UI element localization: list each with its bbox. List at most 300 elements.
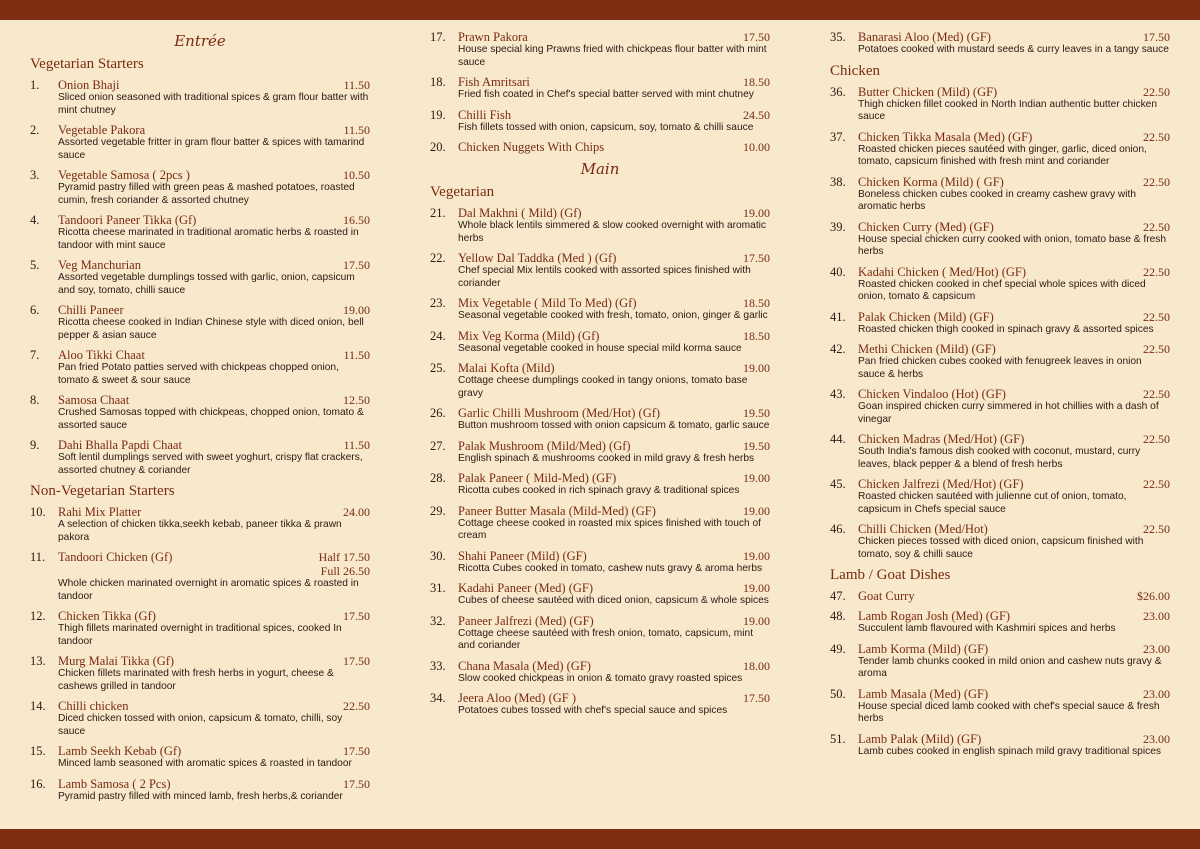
menu-item [430, 251, 770, 290]
item-price [343, 505, 370, 519]
item-number: 41. [830, 309, 846, 324]
item-body [858, 589, 1170, 603]
item-price [1143, 522, 1170, 536]
item-description: Minced lamb seasoned with aromatic spices & roasted in tandoor [58, 758, 352, 769]
item-description: A selection of chicken tikka,seekh kebab, paneer tikka & prawn pakora [58, 519, 342, 543]
price-value: 22.50 [1143, 432, 1170, 446]
item-name: Garlic Chilli Mushroom (Med/Hot) (Gf) [458, 406, 661, 420]
item-title-row [858, 85, 1170, 99]
item-number: 50. [830, 686, 846, 701]
item-description: Ricotta cubes cooked in rich spinach gravy & traditional spices [458, 485, 740, 496]
item-price [1143, 732, 1170, 746]
item-body [858, 220, 1170, 259]
menu-item [830, 30, 1170, 57]
price-value: Full 26.50 [320, 564, 370, 578]
item-price [343, 168, 370, 182]
item-name: Butter Chicken (Mild) (GF) [858, 84, 998, 99]
item-title-row [458, 75, 770, 89]
item-name: Rahi Mix Platter [58, 505, 142, 519]
item-description: Lamb cubes cooked in english spinach mild gravy traditional spices [858, 745, 1161, 757]
item-price [1143, 85, 1170, 99]
item-price [343, 78, 370, 92]
item-description: House special chicken curry cooked with onion, tomato base & fresh herbs [858, 233, 1167, 257]
item-description: Potatoes cubes tossed with chef's special sauce and spices [458, 705, 728, 716]
category-title: Vegetarian Starters [30, 56, 144, 72]
item-title-row [58, 438, 370, 452]
item-description: Cubes of cheese sautéed with diced onion, capsicum & whole spices [458, 595, 769, 606]
item-number: 24. [430, 328, 446, 343]
item-price [1143, 265, 1170, 279]
item-number: 42. [830, 342, 846, 356]
item-description: Cottage cheese sautéed with fresh onion, tomato, capsicum, mint and coriander [458, 627, 754, 651]
menu-item [830, 85, 1170, 124]
item-number: 4. [30, 213, 40, 227]
item-number: 25. [430, 361, 446, 375]
item-price [1143, 30, 1170, 44]
item-number: 18. [430, 75, 446, 89]
item-title-row [58, 777, 370, 791]
item-number: 11. [30, 550, 46, 564]
item-title-row [858, 130, 1170, 144]
item-body [858, 522, 1170, 561]
item-price [743, 504, 770, 518]
top-border-band [0, 0, 1200, 20]
item-number: 30. [430, 548, 446, 563]
menu-item [30, 505, 370, 544]
price-value: 17.50 [343, 776, 370, 791]
item-price [743, 439, 770, 453]
item-body [58, 609, 370, 648]
item-description: Assorted vegetable dumplings tossed with garlic, onion, capsicum and soy, tomato, chilli sauce [58, 272, 355, 296]
item-name: Palak Mushroom (Mild/Med) (Gf) [458, 438, 631, 453]
item-price [343, 699, 370, 713]
item-description: Assorted vegetable fritter in gram flour batter & spices with tamarind sauce [58, 137, 365, 161]
item-name: Yellow Dal Taddka (Med ) (Gf) [458, 251, 617, 265]
item-title-row [458, 329, 770, 343]
section-heading: Entrée [174, 32, 226, 50]
item-price [1143, 432, 1170, 446]
menu-column-1 [30, 30, 370, 809]
bottom-border-band [0, 829, 1200, 849]
item-price [1143, 609, 1170, 623]
item-description: Roasted chicken sautéed with julienne cut of onion, tomato, capsicum in Chefs special sauce [858, 491, 1127, 515]
price-value: 19.00 [343, 303, 370, 317]
item-price [743, 471, 770, 485]
item-title-row [58, 505, 370, 519]
item-price [1137, 589, 1170, 603]
item-description: Succulent lamb flavoured with Kashmiri spices and herbs [858, 623, 1116, 634]
price-value: 22.50 [1143, 522, 1170, 536]
item-name: Veg Manchurian [58, 258, 141, 272]
item-description: Button mushroom tossed with onion capsicum & tomato, garlic sauce [458, 420, 770, 431]
item-description: Cottage cheese dumplings cooked in tangy onions, tomato base gravy [458, 375, 748, 399]
item-description: Chicken pieces tossed with diced onion, capsicum finished with tomato, soy & chilli sauce [858, 536, 1144, 560]
menu-item [30, 609, 370, 648]
item-price [1143, 220, 1170, 234]
item-body [858, 609, 1170, 636]
item-number: 32. [430, 613, 446, 628]
item-number: 40. [830, 264, 846, 279]
item-description: Thigh fillets marinated overnight in traditional spices, cooked In tandoor [58, 623, 342, 647]
item-description: English spinach & mushrooms cooked in mild gravy & fresh herbs [458, 452, 755, 464]
price-value: 11.50 [343, 123, 370, 137]
item-number: 15. [30, 744, 46, 758]
price-value: 17.50 [743, 691, 770, 705]
item-price [319, 550, 370, 578]
item-price [343, 258, 370, 272]
item-number: 48. [830, 609, 846, 623]
item-body [858, 85, 1170, 124]
item-price [743, 296, 770, 310]
item-number: 17. [430, 30, 446, 44]
item-title-row [458, 691, 770, 705]
item-number: 22. [430, 251, 446, 265]
item-number: 36. [830, 84, 846, 99]
price-value: 16.50 [343, 213, 370, 227]
item-price [1143, 687, 1170, 701]
item-body [458, 140, 770, 154]
item-price [1143, 477, 1170, 491]
section-heading: Main [580, 160, 620, 178]
item-description: Fish fillets tossed with onion, capsicum, soy, tomato & chilli sauce [458, 121, 754, 133]
category-title: Vegetarian [430, 184, 495, 200]
price-value: 19.50 [743, 438, 770, 453]
menu-item [430, 75, 770, 102]
item-name: Onion Bhaji [58, 78, 120, 92]
item-name: Banarasi Aloo (Med) (GF) [858, 30, 991, 44]
item-number: 12. [30, 609, 46, 623]
item-body [458, 439, 770, 466]
price-value: 22.50 [1143, 309, 1170, 324]
item-description: Pan fried Potato patties served with chickpeas chopped onion, tomato & sweet & sour sauce [58, 362, 339, 386]
item-body [458, 361, 770, 400]
price-value: 19.50 [743, 406, 770, 420]
item-name: Vegetable Pakora [58, 123, 146, 137]
price-value: 18.50 [743, 296, 770, 310]
item-name: Lamb Seekh Kebab (Gf) [58, 744, 182, 758]
item-title-row [458, 659, 770, 673]
menu-item [830, 732, 1170, 759]
item-title-row [58, 609, 370, 623]
item-number: 38. [830, 174, 846, 189]
item-title-row [58, 550, 370, 578]
price-value: 17.50 [343, 744, 370, 758]
item-description: Cottage cheese cooked in roasted mix spices finished with touch of cream [458, 517, 761, 541]
menu-item [430, 549, 770, 576]
price-value: 22.50 [1143, 129, 1170, 144]
item-body [458, 659, 770, 686]
item-title-row [458, 614, 770, 628]
item-title-row [58, 393, 370, 407]
item-body [858, 687, 1170, 726]
price-value: Half 17.50 [318, 550, 370, 564]
item-number: 27. [430, 438, 446, 453]
item-title-row [858, 310, 1170, 324]
price-value: 22.50 [343, 699, 370, 713]
item-name: Chana Masala (Med) (GF) [458, 658, 591, 673]
item-title-row [58, 348, 370, 362]
item-number: 51. [830, 731, 846, 746]
menu-item [830, 130, 1170, 169]
item-name: Chilli chicken [58, 699, 129, 713]
item-name: Tandoori Chicken (Gf) [58, 550, 173, 564]
item-body [858, 175, 1170, 214]
item-title-row [58, 213, 370, 227]
item-title-row [858, 342, 1170, 356]
item-number: 14. [30, 699, 46, 713]
item-name: Samosa Chaat [58, 393, 130, 407]
price-value: 11.50 [343, 78, 370, 92]
item-price [743, 406, 770, 420]
item-price [743, 108, 770, 122]
item-body [458, 614, 770, 653]
item-number: 21. [430, 206, 446, 220]
menu-column-2 [430, 30, 770, 724]
item-title-row [458, 361, 770, 375]
item-body [858, 642, 1170, 681]
category-title: Chicken [830, 62, 880, 79]
item-number: 46. [830, 522, 846, 536]
item-price [343, 609, 370, 623]
item-title-row [858, 30, 1170, 44]
price-value: 17.50 [343, 654, 370, 668]
item-number: 6. [30, 303, 40, 317]
item-title-row [458, 30, 770, 44]
item-body [458, 691, 770, 718]
item-number: 10. [30, 505, 46, 519]
item-number: 23. [430, 296, 446, 310]
item-description: House special king Prawns fried with chickpeas flour batter with mint sauce [458, 44, 767, 68]
item-body [58, 168, 370, 207]
menu-item [30, 699, 370, 738]
menu-item [30, 438, 370, 477]
price-value: 24.00 [343, 505, 370, 519]
menu-item [430, 581, 770, 608]
item-number: 45. [830, 477, 846, 491]
item-body [858, 477, 1170, 516]
item-name: Kadahi Chicken ( Med/Hot) (GF) [858, 264, 1027, 279]
item-description: Whole chicken marinated overnight in aromatic spices & roasted in tandoor [58, 578, 359, 602]
item-price [1143, 175, 1170, 189]
item-name: Dal Makhni ( Mild) (Gf) [458, 206, 582, 220]
item-body [58, 78, 370, 117]
item-description: Seasonal vegetable cooked with fresh, tomato, onion, ginger & garlic [458, 310, 768, 321]
item-name: Chicken Jalfrezi (Med/Hot) (GF) [858, 477, 1024, 491]
menu-item [830, 175, 1170, 214]
item-number: 9. [30, 438, 40, 452]
item-body [458, 329, 770, 356]
item-description: Ricotta cheese cooked in Indian Chinese style with diced onion, bell pepper & asian sauce [58, 317, 364, 341]
price-value: 23.00 [1143, 686, 1170, 701]
item-number: 16. [30, 776, 46, 791]
price-value: 23.00 [1143, 609, 1170, 623]
item-body [58, 123, 370, 162]
menu-item [830, 432, 1170, 471]
item-name: Jeera Aloo (Med) (GF ) [458, 691, 577, 705]
price-value: 19.00 [743, 581, 770, 595]
item-number: 28. [430, 471, 446, 485]
item-body [58, 505, 370, 544]
item-title-row [58, 168, 370, 182]
item-number: 43. [830, 387, 846, 401]
item-name: Chilli Paneer [58, 303, 124, 317]
item-description: South India's famous dish cooked with coconut, mustard, curry leaves, black pepper & a blend of fresh herbs [858, 446, 1141, 470]
item-body [458, 406, 770, 433]
item-description: Tender lamb chunks cooked in mild onion and cashew nuts gravy & aroma [858, 655, 1162, 679]
item-name: Aloo Tikki Chaat [58, 348, 145, 362]
item-number: 44. [830, 432, 846, 446]
item-name: Prawn Pakora [458, 30, 528, 44]
item-title-row [458, 140, 770, 154]
item-name: Palak Paneer ( Mild-Med) (GF) [458, 471, 617, 485]
menu-item [430, 659, 770, 686]
item-number: 13. [30, 654, 46, 668]
item-price [1143, 642, 1170, 656]
price-value: 17.50 [343, 258, 370, 272]
item-name: Chicken Vindaloo (Hot) (GF) [858, 387, 1006, 401]
item-number: 19. [430, 107, 446, 122]
price-value: 12.50 [343, 393, 370, 407]
item-title-row [458, 581, 770, 595]
item-title-row [58, 699, 370, 713]
item-body [58, 393, 370, 432]
item-description: Roasted chicken cooked in chef special whole spices with diced onion, tomato & capsicum [858, 278, 1146, 302]
item-name: Methi Chicken (Mild) (GF) [858, 342, 996, 356]
menu-item [830, 687, 1170, 726]
item-price [1143, 130, 1170, 144]
item-body [858, 310, 1170, 337]
item-price [743, 659, 770, 673]
item-number: 37. [830, 129, 846, 144]
menu-item [430, 439, 770, 466]
item-body [58, 777, 370, 804]
item-title-row [858, 220, 1170, 234]
item-price [1143, 387, 1170, 401]
item-body [858, 432, 1170, 471]
item-title-row [858, 589, 1170, 603]
menu-item [430, 206, 770, 245]
item-number: 49. [830, 641, 846, 656]
item-body [458, 549, 770, 576]
price-value: 22.50 [1143, 264, 1170, 279]
item-name: Lamb Korma (Mild) (GF) [858, 641, 989, 656]
item-title-row [458, 108, 770, 122]
price-value: 22.50 [1143, 84, 1170, 99]
item-title-row [858, 522, 1170, 536]
item-description: Ricotta Cubes cooked in tomato, cashew nuts gravy & aroma herbs [458, 562, 763, 574]
item-title-row [458, 549, 770, 563]
item-number: 3. [30, 168, 40, 182]
item-title-row [58, 258, 370, 272]
item-title-row [458, 504, 770, 518]
menu-item [830, 265, 1170, 304]
item-description: Roasted chicken thigh cooked in spinach gravy & assorted spices [858, 323, 1154, 335]
item-title-row [458, 471, 770, 485]
item-body [858, 30, 1170, 57]
menu-item [830, 387, 1170, 426]
item-body [458, 206, 770, 245]
item-name: Lamb Rogan Josh (Med) (GF) [858, 609, 1011, 623]
item-price [1143, 342, 1170, 356]
item-number: 35. [830, 30, 846, 44]
item-number: 2. [30, 123, 40, 137]
item-title-row [58, 744, 370, 758]
price-value: 22.50 [1143, 477, 1170, 491]
item-name: Chicken Curry (Med) (GF) [858, 219, 994, 234]
item-description: Ricotta cheese marinated in traditional aromatic herbs & roasted in tandoor with mint sauce [58, 227, 359, 251]
item-description: House special diced lamb cooked with chef's special sauce & fresh herbs [858, 700, 1160, 724]
item-description: Chicken fillets marinated with fresh herbs in yogurt, cheese & cashews grilled in tandoor [58, 668, 334, 692]
item-name: Vegetable Samosa ( 2pcs ) [58, 168, 190, 182]
item-price [343, 303, 370, 317]
menu-item [430, 361, 770, 400]
item-name: Mix Vegetable ( Mild To Med) (Gf) [458, 296, 637, 310]
item-title-row [858, 265, 1170, 279]
item-title-row [58, 78, 370, 92]
item-price [343, 393, 370, 407]
item-title-row [458, 439, 770, 453]
item-body [858, 265, 1170, 304]
item-name: Fish Amritsari [458, 75, 530, 89]
price-value: 19.00 [743, 361, 770, 375]
item-name: Lamb Palak (Mild) (GF) [858, 731, 982, 746]
menu-item [30, 348, 370, 387]
item-body [58, 744, 370, 771]
item-price [343, 348, 370, 362]
menu-item [830, 642, 1170, 681]
item-name: Kadahi Paneer (Med) (GF) [458, 581, 594, 595]
item-body [58, 654, 370, 693]
menu-item [830, 609, 1170, 636]
item-description: Fried fish coated in Chef's special batter served with mint chutney [458, 89, 754, 100]
menu-item [30, 168, 370, 207]
item-body [58, 258, 370, 297]
menu-item [430, 504, 770, 543]
item-number: 1. [30, 78, 40, 92]
item-description: Boneless chicken cubes cooked in creamy cashew gravy with aromatic herbs [858, 188, 1137, 212]
item-name: Mix Veg Korma (Mild) (Gf) [458, 328, 600, 343]
menu-item [830, 220, 1170, 259]
item-number: 26. [430, 406, 446, 420]
item-description: Diced chicken tossed with onion, capsicum & tomato, chilli, soy sauce [58, 713, 343, 737]
item-price [743, 691, 770, 705]
item-body [458, 581, 770, 608]
menu-column-3 [830, 30, 1170, 764]
price-value: 19.00 [743, 471, 770, 485]
item-description: Chef special Mix lentils cooked with assorted spices finished with coriander [458, 265, 751, 289]
item-title-row [458, 406, 770, 420]
price-value: 18.50 [743, 328, 770, 343]
price-value: 24.50 [743, 107, 770, 122]
menu-item [430, 296, 770, 323]
item-title-row [858, 609, 1170, 623]
menu-item [30, 123, 370, 162]
item-name: Chicken Tikka (Gf) [58, 609, 156, 623]
item-title-row [458, 296, 770, 310]
price-value: $26.00 [1137, 589, 1170, 603]
item-price [743, 549, 770, 563]
item-description: Pyramid pastry filled with green peas & mashed potatoes, roasted cumin, fresh coriander & assorted chutney [58, 182, 355, 206]
item-title-row [858, 732, 1170, 746]
item-name: Tandoori Paneer Tikka (Gf) [58, 213, 197, 227]
menu-item [30, 78, 370, 117]
menu-item [30, 303, 370, 342]
menu-item [30, 777, 370, 804]
item-body [58, 348, 370, 387]
price-value: 22.50 [1143, 387, 1170, 401]
item-body [58, 438, 370, 477]
price-value: 17.50 [743, 30, 770, 44]
